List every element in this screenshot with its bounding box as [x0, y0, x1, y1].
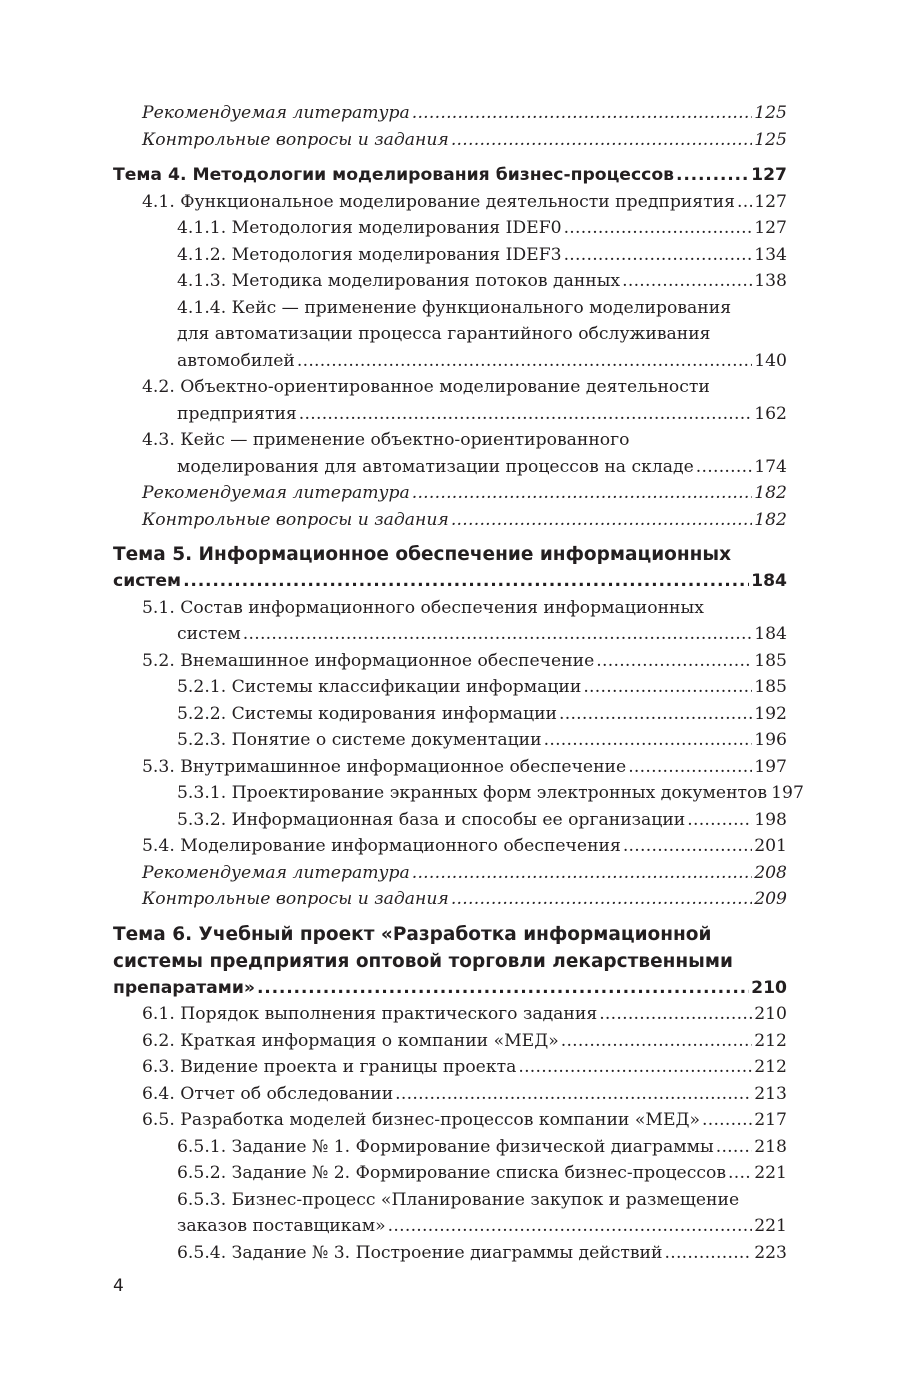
table-of-contents: [113, 100, 804, 1266]
toc-entry: [113, 268, 787, 295]
page-ref: 185: [754, 650, 787, 671]
toc-entry-title: систем: [113, 571, 182, 591]
toc-line: [113, 754, 787, 781]
toc-line: [113, 189, 787, 216]
toc-topic-heading: [113, 162, 787, 189]
dot-leader: [451, 127, 752, 154]
dot-leader: [299, 401, 752, 428]
toc-entry: [113, 215, 787, 242]
dot-leader: [518, 1054, 752, 1081]
dot-leader: [564, 215, 753, 242]
toc-topic-heading: [113, 921, 787, 1002]
toc-line: [113, 1001, 787, 1028]
toc-line: [113, 127, 787, 154]
toc-entry-title: 5.3.1. Проектирование экранных форм электронных документов: [177, 783, 768, 803]
toc-entry-title: 6.5.2. Задание № 2. Формирование списка бизнес-процессов: [177, 1163, 727, 1183]
dot-leader: [412, 860, 752, 887]
page-ref: 162: [754, 403, 787, 424]
toc-entry-text: для автоматизации процесса гарантийного обслуживания: [177, 324, 711, 344]
toc-line: [113, 648, 787, 675]
toc-entry-title: Рекомендуемая литература: [142, 862, 410, 883]
toc-line: [113, 268, 787, 295]
toc-line: [113, 568, 787, 595]
toc-entry: [113, 1107, 787, 1134]
toc-entry-title: препаратами»: [113, 977, 255, 998]
page-ref: 223: [754, 1242, 787, 1263]
toc-entry: [113, 1240, 787, 1267]
toc-entry-title: 6.5.1. Задание № 1. Формирование физической диаграммы: [177, 1136, 714, 1157]
toc-entry-title: 5.2.1. Системы классификации информации: [177, 677, 582, 697]
toc-entry: [113, 242, 787, 269]
dot-leader: [664, 1240, 752, 1267]
toc-entry: [113, 127, 787, 154]
toc-line: [113, 100, 787, 127]
dot-leader: [388, 1213, 753, 1240]
dot-leader: [297, 348, 752, 375]
dot-leader: [702, 1107, 752, 1134]
toc-entry-title: 5.2.2. Системы кодирования информации: [177, 703, 557, 724]
toc-entry-text: 4.2. Объектно-ориентированное моделирование деятельности: [142, 377, 710, 397]
dot-leader: [596, 648, 752, 675]
page-ref: 125: [754, 103, 787, 123]
toc-line: [113, 454, 787, 481]
page-ref: 174: [754, 456, 787, 477]
toc-line: [113, 807, 787, 834]
toc-entry-title: Рекомендуемая литература: [142, 483, 410, 503]
toc-line: [113, 162, 787, 189]
toc-line: [113, 674, 787, 701]
toc-line: [113, 1160, 787, 1187]
toc-entry-title: Тема 4. Методологии моделирования бизнес-процессов: [113, 165, 675, 185]
page-ref: 217: [754, 1110, 787, 1130]
toc-entry: [113, 1028, 787, 1055]
page-ref: 212: [754, 1057, 787, 1077]
toc-entry-text: системы предприятия оптовой торговли лекарственными: [113, 950, 733, 972]
toc-entry: [113, 1187, 787, 1240]
toc-line: [113, 1240, 787, 1267]
toc-entry-title: 6.2. Краткая информация о компании «МЕД»: [142, 1030, 559, 1051]
toc-entry: [113, 807, 787, 834]
dot-leader: [451, 886, 752, 913]
toc-line: [113, 833, 787, 860]
toc-entry-text: 4.1.4. Кейс — применение функционального моделирования: [177, 297, 732, 318]
toc-line: [113, 1054, 787, 1081]
toc-line: [113, 480, 787, 507]
dot-leader: [687, 807, 752, 834]
toc-line: [113, 215, 787, 242]
toc-line: [113, 1134, 787, 1161]
dot-leader: [412, 100, 752, 127]
toc-entry: [113, 1081, 787, 1108]
page-ref: 221: [754, 1216, 787, 1236]
toc-entry-title: заказов поставщикам»: [177, 1216, 386, 1236]
toc-entry-text: 5.1. Состав информационного обеспечения информационных: [142, 597, 704, 618]
toc-entry-title: 4.1. Функциональное моделирование деятельности предприятия: [142, 191, 735, 212]
toc-entry: [113, 595, 787, 648]
page-ref: 134: [754, 244, 787, 265]
page-ref: 196: [754, 730, 787, 750]
toc-entry-title: Контрольные вопросы и задания: [142, 129, 449, 150]
page-ref: 218: [754, 1136, 787, 1157]
toc-entry-title: 5.3.2. Информационная база и способы ее организации: [177, 809, 686, 830]
toc-entry: [113, 374, 787, 427]
toc-entry: [113, 886, 787, 913]
toc-line: [113, 621, 787, 648]
dot-leader: [559, 701, 752, 728]
page-ref: 210: [751, 977, 787, 998]
toc-entry: [113, 295, 787, 375]
toc-entry: [113, 674, 787, 701]
toc-line: [113, 1213, 787, 1240]
page-ref: 209: [754, 889, 787, 909]
toc-entry: [113, 780, 804, 807]
dot-leader: [599, 1001, 752, 1028]
toc-entry: [113, 701, 787, 728]
toc-entry-title: систем: [177, 624, 241, 644]
page-ref: 197: [771, 783, 804, 803]
toc-line: [113, 1028, 787, 1055]
toc-entry: [113, 727, 787, 754]
toc-line: [113, 401, 787, 428]
toc-line: [113, 242, 787, 269]
page-number: 4: [113, 1276, 124, 1296]
toc-entry-text: Тема 5. Информационное обеспечение информационных: [113, 544, 732, 565]
dot-leader: [564, 242, 753, 269]
page-ref: 127: [754, 191, 787, 212]
page-ref: 212: [754, 1030, 787, 1051]
toc-entry-text: 6.5.3. Бизнес-процесс «Планирование закупок и размещение: [177, 1189, 740, 1210]
dot-leader: [737, 189, 752, 216]
toc-entry-title: предприятия: [177, 403, 297, 424]
dot-leader: [243, 621, 752, 648]
toc-entry-title: 6.4. Отчет об обследовании: [142, 1083, 394, 1104]
page-ref: 197: [754, 756, 787, 777]
toc-entry-text: Тема 6. Учебный проект «Разработка информационной: [113, 923, 712, 945]
toc-line: [113, 860, 787, 887]
toc-entry: [113, 833, 787, 860]
page-ref: 182: [754, 509, 787, 530]
dot-leader: [583, 674, 752, 701]
toc-line: [113, 727, 787, 754]
toc-entry-title: 6.3. Видение проекта и границы проекта: [142, 1057, 517, 1077]
toc-entry: [113, 1001, 787, 1028]
toc-entry-title: 4.1.3. Методика моделирования потоков данных: [177, 271, 621, 291]
toc-entry: [113, 480, 787, 507]
toc-entry: [113, 1134, 787, 1161]
page-ref: 192: [754, 703, 787, 724]
dot-leader: [728, 1160, 752, 1187]
toc-line: [113, 507, 787, 534]
page-ref: 127: [751, 165, 787, 185]
page-ref: 201: [754, 836, 787, 856]
page-ref: 127: [754, 218, 787, 238]
toc-line: [113, 975, 787, 1002]
toc-entry: [113, 648, 787, 675]
dot-leader: [561, 1028, 752, 1055]
page-ref: 138: [754, 271, 787, 291]
toc-entry-title: 5.4. Моделирование информационного обеспечения: [142, 836, 621, 856]
toc-entry-title: Контрольные вопросы и задания: [142, 889, 449, 909]
dot-leader: [696, 454, 752, 481]
toc-entry: [113, 1160, 787, 1187]
dot-leader: [628, 754, 752, 781]
page-ref: 208: [754, 862, 787, 883]
toc-entry: [113, 189, 787, 216]
page-ref: 198: [754, 809, 787, 830]
toc-line: [113, 1081, 787, 1108]
toc-entry-title: Рекомендуемая литература: [142, 103, 410, 123]
dot-leader: [676, 162, 749, 189]
toc-entry-text: 4.3. Кейс — применение объектно-ориентированного: [142, 430, 630, 450]
toc-line: [113, 1107, 787, 1134]
dot-leader: [451, 507, 752, 534]
page-ref: 210: [754, 1004, 787, 1024]
dot-leader: [544, 727, 753, 754]
toc-entry: [113, 860, 787, 887]
toc-entry-title: автомобилей: [177, 350, 295, 371]
toc-entry-title: 4.1.2. Методология моделирования IDEF3: [177, 244, 562, 265]
dot-leader: [395, 1081, 752, 1108]
page-ref: 184: [751, 571, 787, 591]
dot-leader: [622, 268, 752, 295]
toc-topic-heading: [113, 541, 787, 595]
dot-leader: [623, 833, 752, 860]
toc-entry-title: 4.1.1. Методология моделирования IDEF0: [177, 218, 562, 238]
toc-line: [113, 348, 787, 375]
dot-leader: [257, 975, 749, 1002]
toc-entry: [113, 100, 787, 127]
page-ref: 140: [754, 350, 787, 371]
toc-entry-title: 6.5.4. Задание № 3. Построение диаграммы действий: [177, 1242, 663, 1263]
toc-entry: [113, 507, 787, 534]
page-ref: 213: [754, 1083, 787, 1104]
toc-entry: [113, 427, 787, 480]
section-gap: [113, 913, 787, 921]
dot-leader: [183, 568, 749, 595]
toc-entry-title: 5.2.3. Понятие о системе документации: [177, 730, 542, 750]
toc-entry: [113, 754, 787, 781]
page-ref: 221: [754, 1163, 787, 1183]
toc-line: [113, 780, 804, 807]
page-ref: 185: [754, 677, 787, 697]
dot-leader: [412, 480, 752, 507]
page-ref: 184: [754, 624, 787, 644]
page-ref: 182: [754, 483, 787, 503]
toc-entry-title: 5.3. Внутримашинное информационное обеспечение: [142, 756, 627, 777]
dot-leader: [716, 1134, 752, 1161]
toc-entry-title: моделирования для автоматизации процессов на складе: [177, 456, 694, 477]
toc-entry-title: 6.5. Разработка моделей бизнес-процессов компании «МЕД»: [142, 1110, 700, 1130]
toc-entry: [113, 1054, 787, 1081]
toc-entry-title: 5.2. Внемашинное информационное обеспечение: [142, 650, 595, 671]
section-gap: [113, 533, 787, 541]
toc-line: [113, 886, 787, 913]
page-ref: 125: [754, 129, 787, 150]
toc-entry-title: 6.1. Порядок выполнения практического задания: [142, 1004, 598, 1024]
toc-line: [113, 701, 787, 728]
toc-entry-title: Контрольные вопросы и задания: [142, 509, 449, 530]
